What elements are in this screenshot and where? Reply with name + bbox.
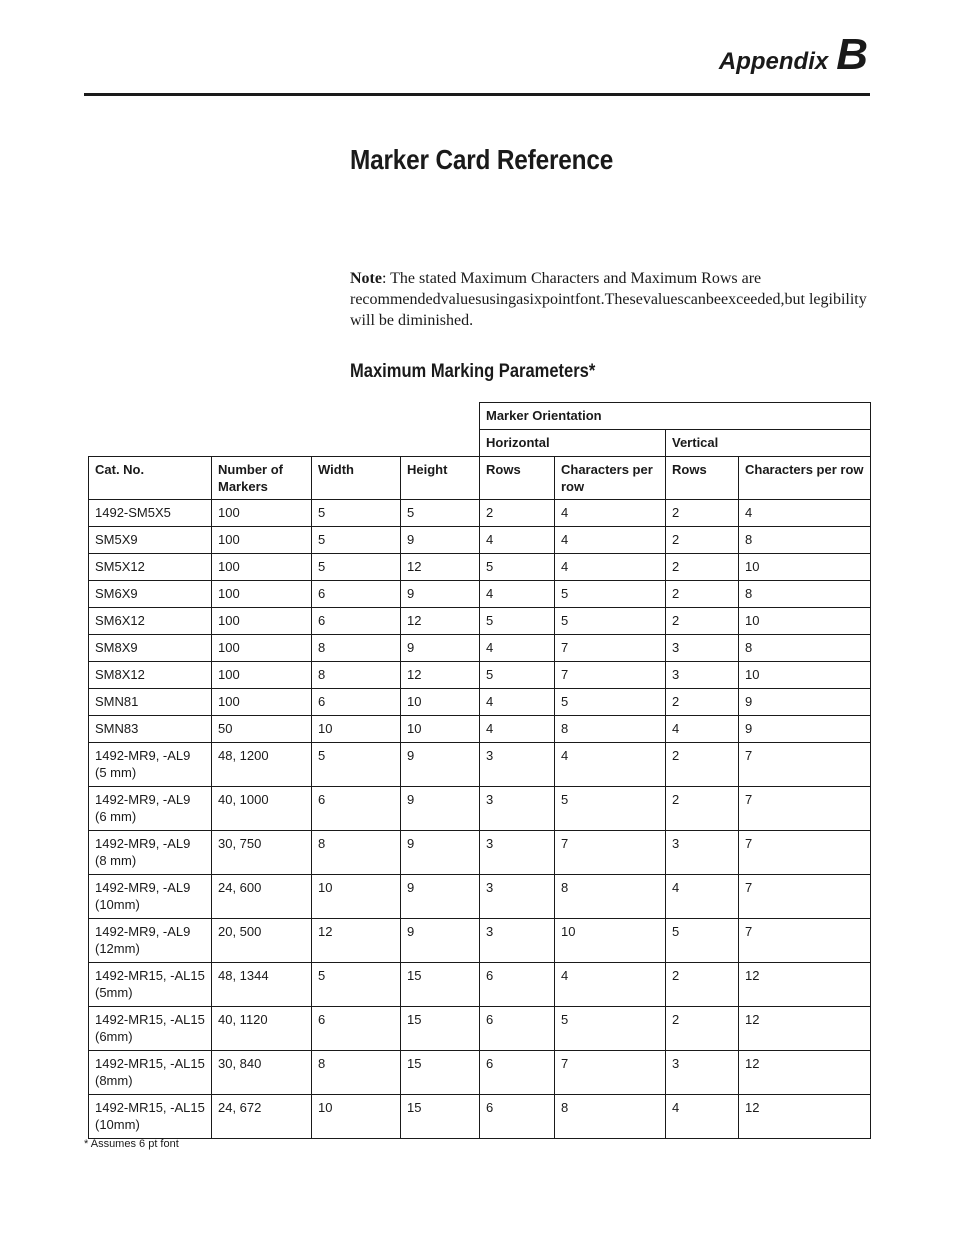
- table-cell: SM6X12: [89, 608, 212, 635]
- table-row: [89, 689, 871, 716]
- header-rule: [84, 93, 870, 96]
- table-cell: 3: [666, 1051, 739, 1095]
- table-cell: 5: [480, 554, 555, 581]
- table-header-row-columns: [89, 457, 871, 500]
- table-cell: SM8X12: [89, 662, 212, 689]
- table-cell: 40, 1000: [212, 787, 312, 831]
- table-cell: 5: [555, 689, 666, 716]
- table-cell: 3: [666, 831, 739, 875]
- appendix-heading: [719, 30, 868, 80]
- table-cell: 12: [401, 554, 480, 581]
- page-title: Marker Card Reference: [350, 144, 614, 175]
- table-cell: 1492-MR9, -AL9 (5 mm): [89, 743, 212, 787]
- table-cell: 3: [480, 831, 555, 875]
- table-cell: 3: [480, 787, 555, 831]
- table-cell: 100: [212, 527, 312, 554]
- table-cell: 7: [555, 635, 666, 662]
- table-cell: 3: [666, 662, 739, 689]
- table-cell: 4: [555, 500, 666, 527]
- table-cell: 8: [739, 527, 871, 554]
- table-cell: 1492-MR15, -AL15 (10mm): [89, 1095, 212, 1139]
- table-cell: 7: [555, 831, 666, 875]
- table-cell: 4: [555, 527, 666, 554]
- table-cell: 100: [212, 608, 312, 635]
- marking-parameters-table: [88, 402, 871, 1139]
- table-cell: 1492-SM5X5: [89, 500, 212, 527]
- table-cell: 50: [212, 716, 312, 743]
- table-cell: 10: [312, 716, 401, 743]
- table-cell: 5: [480, 662, 555, 689]
- table-cell: 40, 1120: [212, 1007, 312, 1051]
- table-cell: 12: [401, 608, 480, 635]
- table-cell: 3: [480, 919, 555, 963]
- table-cell: 5: [312, 500, 401, 527]
- table-cell: 10: [555, 919, 666, 963]
- table-cell: 5: [401, 500, 480, 527]
- table-cell: 4: [480, 581, 555, 608]
- table-cell: 6: [480, 963, 555, 1007]
- table-cell: 3: [480, 743, 555, 787]
- table-cell: SMN83: [89, 716, 212, 743]
- table-cell: 6: [312, 689, 401, 716]
- table-cell: 7: [739, 787, 871, 831]
- table-row: [89, 608, 871, 635]
- table-cell: 15: [401, 1051, 480, 1095]
- table-cell: 7: [739, 831, 871, 875]
- table-cell: 7: [555, 1051, 666, 1095]
- table-cell: 5: [555, 581, 666, 608]
- table-cell: 8: [312, 635, 401, 662]
- table-cell: 12: [401, 662, 480, 689]
- table-cell: 1492-MR9, -AL9 (8 mm): [89, 831, 212, 875]
- table-cell: 4: [666, 716, 739, 743]
- table-cell: 5: [312, 527, 401, 554]
- table-cell: 7: [739, 743, 871, 787]
- table-cell: 5: [666, 919, 739, 963]
- table-cell: 2: [666, 689, 739, 716]
- appendix-word: Appendix: [718, 48, 829, 75]
- vertical-header: Vertical: [666, 430, 871, 457]
- table-cell: 1492-MR15, -AL15 (6mm): [89, 1007, 212, 1051]
- table-cell: 100: [212, 500, 312, 527]
- table-cell: 2: [666, 581, 739, 608]
- table-cell: 2: [666, 608, 739, 635]
- table-cell: 100: [212, 581, 312, 608]
- column-header: Characters per row: [739, 457, 871, 500]
- table-cell: 7: [739, 875, 871, 919]
- table-row: [89, 831, 871, 875]
- table-cell: 8: [739, 581, 871, 608]
- note-paragraph: [350, 268, 870, 331]
- column-header: Rows: [480, 457, 555, 500]
- table-cell: 9: [401, 743, 480, 787]
- column-header: Characters per row: [555, 457, 666, 500]
- note-text: : The stated Maximum Characters and Maximum Rows are recommendedvaluesusingasixpointfont.Thesevaluescanbeexceeded,but legibility will be diminished.: [350, 270, 867, 329]
- table-cell: 9: [401, 919, 480, 963]
- table-cell: 6: [480, 1095, 555, 1139]
- table-cell: 9: [401, 875, 480, 919]
- table-cell: 4: [666, 1095, 739, 1139]
- table-cell: 6: [312, 1007, 401, 1051]
- table-cell: 30, 840: [212, 1051, 312, 1095]
- table-cell: 10: [401, 716, 480, 743]
- table-cell: 8: [555, 1095, 666, 1139]
- table-row: [89, 1007, 871, 1051]
- table-header-row-direction: [89, 430, 871, 457]
- table-cell: 4: [555, 963, 666, 1007]
- table-cell: 2: [666, 554, 739, 581]
- table-cell: SM5X9: [89, 527, 212, 554]
- table-row: [89, 919, 871, 963]
- table-row: [89, 635, 871, 662]
- table-row: [89, 554, 871, 581]
- table-cell: 8: [555, 716, 666, 743]
- table-cell: 12: [739, 1007, 871, 1051]
- table-cell: SM6X9: [89, 581, 212, 608]
- table-cell: 100: [212, 689, 312, 716]
- table-cell: 100: [212, 662, 312, 689]
- table-cell: 8: [312, 1051, 401, 1095]
- table-row: [89, 963, 871, 1007]
- table-cell: 15: [401, 963, 480, 1007]
- table-cell: 12: [739, 963, 871, 1007]
- appendix-letter: B: [836, 30, 868, 79]
- table-row: [89, 1051, 871, 1095]
- table-row: [89, 743, 871, 787]
- table-cell: 9: [401, 527, 480, 554]
- table-cell: 2: [480, 500, 555, 527]
- table-row: [89, 1095, 871, 1139]
- table-cell: 15: [401, 1007, 480, 1051]
- table-cell: 10: [739, 662, 871, 689]
- table-cell: 8: [312, 831, 401, 875]
- table-cell: 5: [480, 608, 555, 635]
- table-cell: 5: [312, 554, 401, 581]
- table-cell: 6: [312, 608, 401, 635]
- table-cell: 7: [739, 919, 871, 963]
- table-cell: 4: [480, 635, 555, 662]
- table-cell: 9: [401, 581, 480, 608]
- column-header: Rows: [666, 457, 739, 500]
- table-cell: 1492-MR9, -AL9 (12mm): [89, 919, 212, 963]
- table-cell: 10: [401, 689, 480, 716]
- table-cell: 10: [312, 1095, 401, 1139]
- table-cell: 2: [666, 527, 739, 554]
- table-cell: 5: [555, 787, 666, 831]
- marker-orientation-header: Marker Orientation: [480, 403, 871, 430]
- table-cell: 10: [739, 554, 871, 581]
- table-cell: 2: [666, 743, 739, 787]
- table-row: [89, 581, 871, 608]
- column-header: Height: [401, 457, 480, 500]
- table-cell: SMN81: [89, 689, 212, 716]
- table-cell: 15: [401, 1095, 480, 1139]
- column-header: Number of Markers: [212, 457, 312, 500]
- table-cell: 1492-MR9, -AL9 (10mm): [89, 875, 212, 919]
- table-cell: 5: [555, 1007, 666, 1051]
- table-cell: 30, 750: [212, 831, 312, 875]
- table-cell: 4: [739, 500, 871, 527]
- table-cell: 4: [480, 689, 555, 716]
- table-cell: 48, 1200: [212, 743, 312, 787]
- table-cell: 5: [312, 963, 401, 1007]
- table-cell: 4: [480, 527, 555, 554]
- table-cell: 20, 500: [212, 919, 312, 963]
- table-cell: 6: [480, 1051, 555, 1095]
- table-cell: 2: [666, 1007, 739, 1051]
- horizontal-header: Horizontal: [480, 430, 666, 457]
- table-cell: 12: [739, 1051, 871, 1095]
- table-cell: 9: [401, 787, 480, 831]
- table-cell: SM8X9: [89, 635, 212, 662]
- table-cell: 6: [480, 1007, 555, 1051]
- column-header: Width: [312, 457, 401, 500]
- table-cell: 1492-MR15, -AL15 (5mm): [89, 963, 212, 1007]
- table-cell: 6: [312, 581, 401, 608]
- table-cell: 5: [555, 608, 666, 635]
- table-cell: 2: [666, 500, 739, 527]
- table-row: [89, 716, 871, 743]
- table-cell: 10: [312, 875, 401, 919]
- table-cell: 3: [480, 875, 555, 919]
- table-cell: 5: [312, 743, 401, 787]
- table-cell: 9: [739, 716, 871, 743]
- table-cell: SM5X12: [89, 554, 212, 581]
- footnote: * Assumes 6 pt font: [84, 1138, 179, 1150]
- column-header: Cat. No.: [89, 457, 212, 500]
- table-cell: 6: [312, 787, 401, 831]
- section-title: Maximum Marking Parameters*: [350, 361, 596, 382]
- table-cell: 4: [480, 716, 555, 743]
- table-row: [89, 500, 871, 527]
- table-cell: 4: [555, 554, 666, 581]
- table-header-row-orientation: [89, 403, 871, 430]
- table-row: [89, 875, 871, 919]
- table-row: [89, 527, 871, 554]
- table-cell: 12: [312, 919, 401, 963]
- table-cell: 4: [555, 743, 666, 787]
- table-cell: 8: [312, 662, 401, 689]
- table-cell: 1492-MR9, -AL9 (6 mm): [89, 787, 212, 831]
- table-cell: 2: [666, 963, 739, 1007]
- table-cell: 48, 1344: [212, 963, 312, 1007]
- table-row: [89, 787, 871, 831]
- table-cell: 8: [555, 875, 666, 919]
- table-cell: 3: [666, 635, 739, 662]
- table-cell: 100: [212, 554, 312, 581]
- table-cell: 9: [739, 689, 871, 716]
- table-cell: 7: [555, 662, 666, 689]
- table-cell: 9: [401, 635, 480, 662]
- table-cell: 4: [666, 875, 739, 919]
- table-cell: 100: [212, 635, 312, 662]
- table-cell: 2: [666, 787, 739, 831]
- table-row: [89, 662, 871, 689]
- table-cell: 12: [739, 1095, 871, 1139]
- table-cell: 1492-MR15, -AL15 (8mm): [89, 1051, 212, 1095]
- table-cell: 10: [739, 608, 871, 635]
- table-cell: 9: [401, 831, 480, 875]
- table-cell: 8: [739, 635, 871, 662]
- table-cell: 24, 600: [212, 875, 312, 919]
- table-cell: 24, 672: [212, 1095, 312, 1139]
- note-label: Note: [350, 270, 382, 287]
